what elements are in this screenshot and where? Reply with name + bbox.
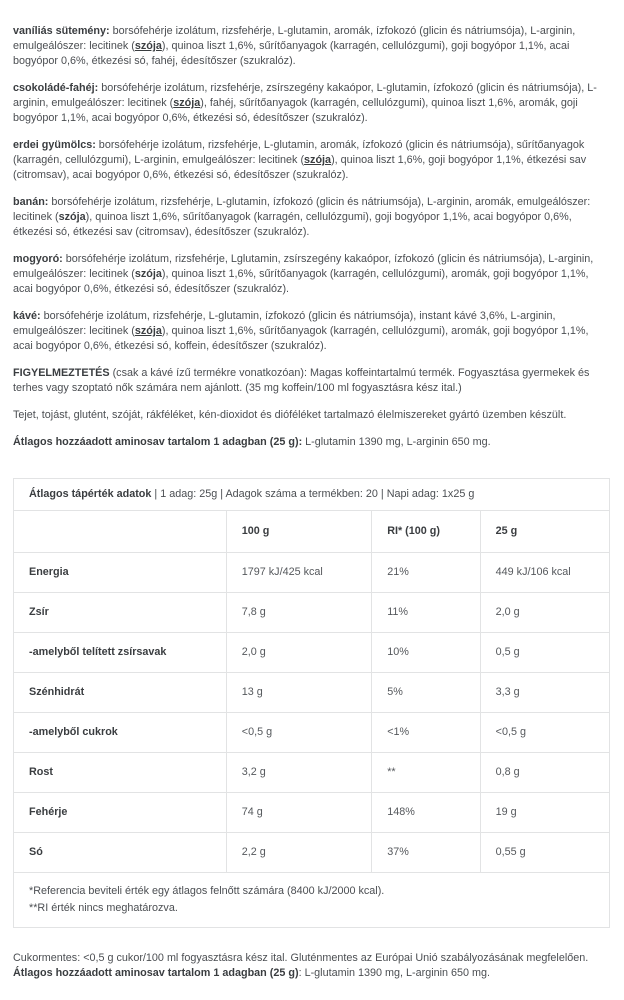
value-25g: 449 kJ/106 kcal [480, 553, 609, 593]
table-footnotes [14, 873, 610, 928]
flavor-name: csokoládé-fahéj: [13, 82, 99, 94]
flavor-name: erdei gyümölcs: [13, 139, 96, 151]
column-header-ri: RI* (100 g) [372, 511, 480, 553]
caffeine-warning [13, 366, 610, 396]
ingredient-text: ), quinoa liszt 1,6%, sűrítőanyagok (karragén, cellulózgumi), aromák, goji bogyópor 1,1%, acai bogyópor 0,6%, étkezési só, koffein, édesítőszer (szukralóz). [13, 325, 589, 352]
flavor-name: kávé: [13, 310, 41, 322]
soy-allergen-highlight: szója [134, 268, 162, 280]
warning-text: (csak a kávé ízű termékre vonatkozóan): Magas koffeintartalmú termék. Fogyasztása gyermekek és terhes vagy szoptató nők számára nem ajánlott. (35 mg koffein/100 ml fogyasztásra kész ital.) [13, 367, 590, 394]
value-100g: 2,2 g [226, 833, 371, 873]
ingredient-paragraph-forest-fruit [13, 138, 610, 183]
amino-acid-content [13, 435, 610, 450]
value-100g: 74 g [226, 793, 371, 833]
row-label: Só [14, 833, 227, 873]
ingredient-text: borsófehérje izolátum, rizsfehérje, Lglutamin, zsírszegény kakaópor, ízfokozó (glicin és nátriumsója), L-arginin, emulgeálószer: lecitinek ( [13, 253, 594, 280]
column-header-100g: 100 g [226, 511, 371, 553]
table-row-saturated-fat [14, 633, 610, 673]
row-label: Rost [14, 753, 227, 793]
ingredient-text: borsófehérje izolátum, rizsfehérje, L-glutamin, aromák, ízfokozó (glicin és nátriumsója), L-arginin, emulgeálószer: lecitinek ( [13, 25, 576, 52]
ingredient-paragraph-vanilla [13, 24, 610, 69]
footer-amino-label: Átlagos hozzáadott aminosav tartalom 1 adagban (25 g) [13, 967, 299, 979]
ingredient-text: borsófehérje izolátum, rizsfehérje, zsírszegény kakaópor, L-glutamin, ízfokozó (glicin és nátriumsója), L-arginin, emulgeálószer: lecitinek ( [13, 82, 597, 109]
ingredient-text: ), fahéj, sűrítőanyagok (karragén, cellulózgumi), quinoa liszt 1,6%, aromák, goji bogyópor 1,1%, acai bogyópor 0,6%, étkezési só, édesítőszer (szukralóz). [13, 97, 578, 124]
ingredient-text: borsófehérje izolátum, rizsfehérje, L-glutamin, ízfokozó (glicin és nátriumsója), instant kávé 3,6%, L-arginin, emulgeálószer: lecitinek ( [13, 310, 556, 337]
ingredient-paragraph-chocolate-cinnamon [13, 81, 610, 126]
value-ri: 10% [372, 633, 480, 673]
row-label: Fehérje [14, 793, 227, 833]
table-row-carbohydrate [14, 673, 610, 713]
table-row-salt [14, 833, 610, 873]
row-label: Energia [14, 553, 227, 593]
flavor-name: banán: [13, 196, 49, 208]
row-label: Szénhidrát [14, 673, 227, 713]
footer-amino-values: : L-glutamin 1390 mg, L-arginin 650 mg. [298, 967, 491, 979]
table-row-protein [14, 793, 610, 833]
value-ri: 148% [372, 793, 480, 833]
table-title-rest: | 1 adag: 25g | Adagok száma a termékben: 20 | Napi adag: 1x25 g [151, 488, 475, 500]
value-ri: 11% [372, 593, 480, 633]
ingredient-text: ), quinoa liszt 1,6%, sűrítőanyagok (karragén, cellulózgumi), goji bogyópor 1,1%, acai bogyópor 0,6%, étkezési só, fahéj, édesítőszer (szukralóz). [13, 40, 570, 67]
ingredient-text: ), quinoa liszt 1,6%, sűrítőanyagok (karragén, cellulózgumi), goji bogyópor 1,1%, acai bogyópor 0,6%, étkezési só, étkezési sav (citromsav), édesítőszer (szukralóz). [13, 211, 572, 238]
table-footnote-row [14, 873, 610, 928]
ingredient-text: borsófehérje izolátum, rizsfehérje, L-glutamin, ízfokozó (glicin és nátriumsója), L-arginin, aromák, emulgeálószer: lecitinek ( [13, 196, 591, 223]
value-100g: 13 g [226, 673, 371, 713]
table-title-row [14, 479, 610, 511]
sugar-free-note [13, 951, 610, 981]
value-100g: <0,5 g [226, 713, 371, 753]
amino-values: L-glutamin 1390 mg, L-arginin 650 mg. [302, 436, 491, 448]
value-25g: 0,55 g [480, 833, 609, 873]
footnote-ri-undefined: **RI érték nincs meghatározva. [29, 902, 178, 914]
value-ri: ** [372, 753, 480, 793]
value-25g: 19 g [480, 793, 609, 833]
column-header-empty [14, 511, 227, 553]
value-25g: 0,5 g [480, 633, 609, 673]
amino-label: Átlagos hozzáadott aminosav tartalom 1 adagban (25 g): [13, 436, 303, 448]
footer-text: Cukormentes: <0,5 g cukor/100 ml fogyasztásra kész ital. Gluténmentes az Európai Unió szabályozásának megfelelően. [13, 952, 589, 964]
value-100g: 3,2 g [226, 753, 371, 793]
table-row-energy [14, 553, 610, 593]
flavor-name: vaníliás sütemény: [13, 25, 110, 37]
table-title-bold: Átlagos tápérték adatok [29, 488, 152, 500]
flavor-name: mogyoró: [13, 253, 63, 265]
warning-label: FIGYELMEZTETÉS [13, 367, 110, 379]
value-ri: 5% [372, 673, 480, 713]
value-100g: 2,0 g [226, 633, 371, 673]
footnote-reference-intake: *Referencia beviteli érték egy átlagos felnőtt számára (8400 kJ/2000 kcal). [29, 885, 385, 897]
value-100g: 1797 kJ/425 kcal [226, 553, 371, 593]
soy-allergen-highlight: szója [134, 325, 162, 337]
value-25g: 0,8 g [480, 753, 609, 793]
ingredient-text: ), quinoa liszt 1,6%, sűrítőanyagok (karragén, cellulózgumi), aromák, goji bogyópor 1,1%, acai bogyópor 0,6%, étkezési só, édesítőszer (szukralóz). [13, 268, 589, 295]
nutrition-facts-table [13, 478, 610, 928]
allergen-facility-note: Tejet, tojást, glutént, szóját, rákféléket, kén-dioxidot és dióféléket tartalmazó élelmiszereket gyártó üzemben készült. [13, 409, 567, 421]
value-ri: <1% [372, 713, 480, 753]
ingredient-text: ), quinoa liszt 1,6%, goji bogyópor 1,1%, étkezési sav (citromsav), acai bogyópor 0,6%, étkezési só, édesítőszer (szukralóz). [13, 154, 587, 181]
value-ri: 21% [372, 553, 480, 593]
ingredient-paragraph-hazelnut [13, 252, 610, 297]
ingredient-paragraph-banana [13, 195, 610, 240]
row-label: -amelyből cukrok [14, 713, 227, 753]
soy-allergen-highlight: szója [58, 211, 86, 223]
column-header-25g: 25 g [480, 511, 609, 553]
value-25g: 2,0 g [480, 593, 609, 633]
table-row-fat [14, 593, 610, 633]
row-label: Zsír [14, 593, 227, 633]
value-ri: 37% [372, 833, 480, 873]
table-row-fibre [14, 753, 610, 793]
row-label: -amelyből telített zsírsavak [14, 633, 227, 673]
table-header-row [14, 511, 610, 553]
table-row-sugars [14, 713, 610, 753]
value-25g: 3,3 g [480, 673, 609, 713]
soy-allergen-highlight: szója [134, 40, 162, 52]
soy-allergen-highlight: szója [173, 97, 201, 109]
table-title [14, 479, 610, 511]
soy-allergen-highlight: szója [304, 154, 332, 166]
value-25g: <0,5 g [480, 713, 609, 753]
value-100g: 7,8 g [226, 593, 371, 633]
ingredient-paragraph-coffee [13, 309, 610, 354]
ingredient-text: borsófehérje izolátum, rizsfehérje, L-glutamin, aromák, ízfokozó (glicin és nátriumsója), sűrítőanyagok (karragén, cellulózgumi), L-arginin, emulgeálószer: lecitinek ( [13, 139, 585, 166]
